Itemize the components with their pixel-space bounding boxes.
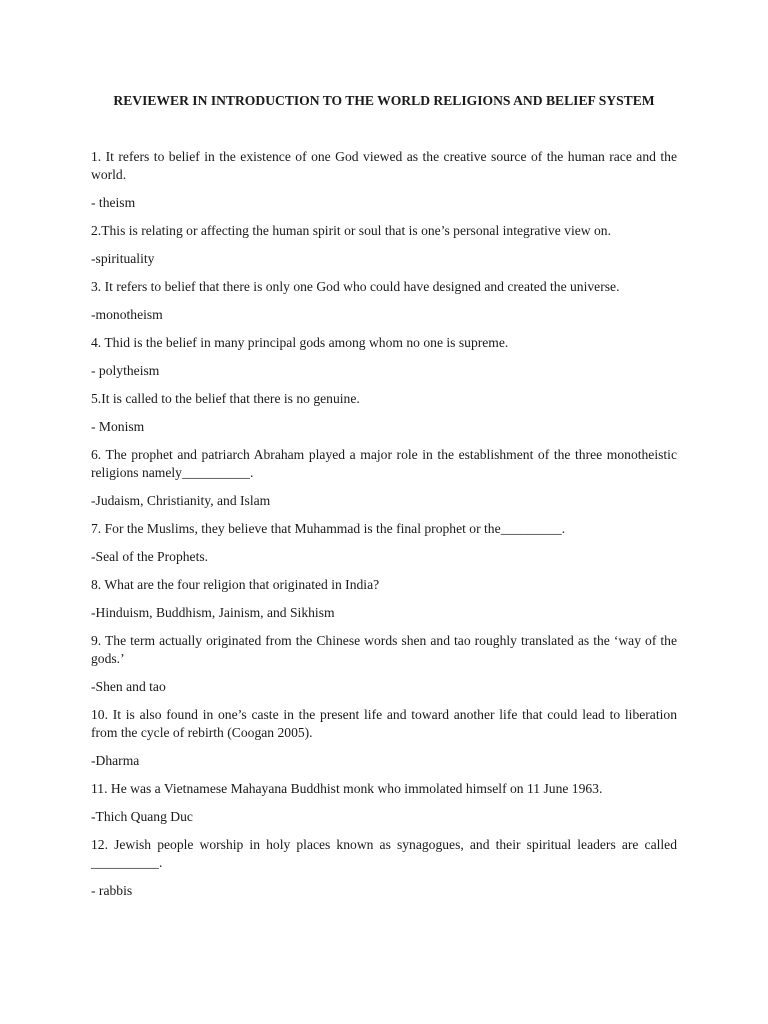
document-title: REVIEWER IN INTRODUCTION TO THE WORLD RELIGIONS AND BELIEF SYSTEM xyxy=(113,93,655,108)
answer-9: -Shen and tao xyxy=(91,679,166,694)
answer-1: - theism xyxy=(91,195,136,210)
answer-10: -Dharma xyxy=(91,753,140,768)
answer-8: -Hinduism, Buddhism, Jainism, and Sikhism xyxy=(91,605,335,620)
question-7: 7. For the Muslims, they believe that Muhammad is the final prophet or the_________. xyxy=(91,521,566,536)
question-9: 9. The term actually originated from the Chinese words shen and tao roughly translated as the ‘way of the gods.’ xyxy=(91,633,677,666)
question-11: 11. He was a Vietnamese Mahayana Buddhist monk who immolated himself on 11 June 1963. xyxy=(91,781,603,796)
answer-4: - polytheism xyxy=(91,363,160,378)
question-4: 4. Thid is the belief in many principal gods among whom no one is supreme. xyxy=(91,335,509,350)
qa-list xyxy=(91,148,677,900)
question-6: 6. The prophet and patriarch Abraham played a major role in the establishment of the three monotheistic religions namely__________. xyxy=(91,447,677,480)
answer-12: - rabbis xyxy=(91,883,133,898)
question-1: 1. It refers to belief in the existence of one God viewed as the creative source of the human race and the world. xyxy=(91,149,677,182)
question-2: 2.This is relating or affecting the human spirit or soul that is one’s personal integrative view on. xyxy=(91,223,611,238)
answer-5: - Monism xyxy=(91,419,145,434)
question-10: 10. It is also found in one’s caste in the present life and toward another life that could lead to liberation from the cycle of rebirth (Coogan 2005). xyxy=(91,707,677,740)
answer-3: -monotheism xyxy=(91,307,163,322)
answer-7: -Seal of the Prophets. xyxy=(91,549,209,564)
question-8: 8. What are the four religion that originated in India? xyxy=(91,577,380,592)
answer-11: -Thich Quang Duc xyxy=(91,809,193,824)
question-3: 3. It refers to belief that there is only one God who could have designed and created the universe. xyxy=(91,279,620,294)
question-5: 5.It is called to the belief that there is no genuine. xyxy=(91,391,360,406)
question-12: 12. Jewish people worship in holy places known as synagogues, and their spiritual leaders are called __________. xyxy=(91,837,677,870)
answer-2: -spirituality xyxy=(91,251,155,266)
answer-6: -Judaism, Christianity, and Islam xyxy=(91,493,271,508)
